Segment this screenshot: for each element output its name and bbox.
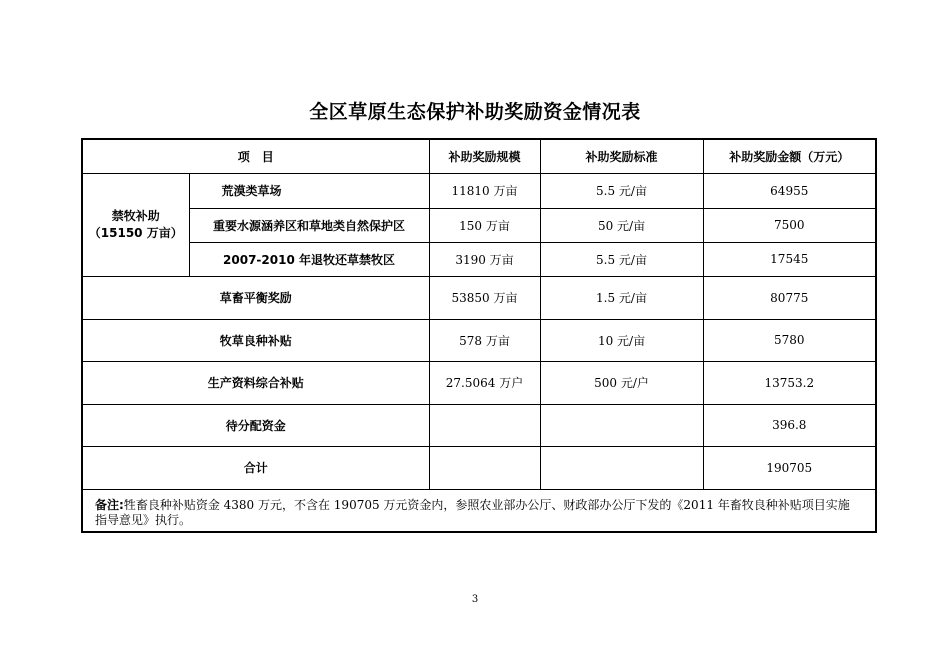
note-label: 备注: (95, 497, 124, 512)
note-cell (82, 489, 876, 532)
table-row (82, 361, 876, 404)
row-scale: 53850 万亩 (429, 276, 540, 319)
header-amount: 补助奖励金额（万元） (703, 139, 876, 173)
row-scale: 578 万亩 (429, 319, 540, 361)
row-amount: 5780 (703, 319, 876, 361)
table-row (82, 404, 876, 446)
grazing-ban-label: 禁牧补助 (111, 208, 160, 223)
table-header-row (82, 139, 876, 173)
table-row (82, 173, 876, 208)
page-number: 3 (471, 594, 479, 605)
row-amount: 7500 (703, 208, 876, 242)
grazing-ban-area: （15150 万亩） (88, 225, 183, 240)
row-name: 合计 (82, 446, 429, 489)
row-standard: 5.5 元/亩 (540, 173, 703, 208)
row-standard: 500 元/户 (540, 361, 703, 404)
row-name: 待分配资金 (82, 404, 429, 446)
table-row (82, 242, 876, 276)
note-row (82, 489, 876, 532)
row-name: 2007-2010 年退牧还草禁牧区 (189, 242, 429, 276)
row-amount: 17545 (703, 242, 876, 276)
row-amount: 190705 (703, 446, 876, 489)
row-standard (540, 404, 703, 446)
row-amount: 64955 (703, 173, 876, 208)
row-name: 草畜平衡奖励 (82, 276, 429, 319)
grazing-ban-group-label (82, 173, 189, 276)
header-scale: 补助奖励规模 (429, 139, 540, 173)
row-amount: 13753.2 (703, 361, 876, 404)
row-scale: 3190 万亩 (429, 242, 540, 276)
row-scale (429, 404, 540, 446)
row-name: 荒漠类草场 (189, 173, 429, 208)
row-scale (429, 446, 540, 489)
table-row (82, 276, 876, 319)
header-item: 项 目 (82, 139, 429, 173)
header-standard: 补助奖励标准 (540, 139, 703, 173)
table-row (82, 446, 876, 489)
row-standard: 50 元/亩 (540, 208, 703, 242)
row-scale: 27.5064 万户 (429, 361, 540, 404)
row-scale: 150 万亩 (429, 208, 540, 242)
table-row (82, 319, 876, 361)
note-text: 牲畜良种补贴资金 4380 万元，不含在 190705 万元资金内，参照农业部办公厅、财政部办公厅下发的《2011 年畜牧良种补贴项目实施指导意见》执行。 (95, 497, 850, 527)
document-title: 全区草原生态保护补助奖励资金情况表 (309, 101, 641, 123)
subsidy-table (81, 138, 877, 533)
row-standard: 1.5 元/亩 (540, 276, 703, 319)
row-name: 重要水源涵养区和草地类自然保护区 (189, 208, 429, 242)
row-amount: 80775 (703, 276, 876, 319)
row-name: 生产资料综合补贴 (82, 361, 429, 404)
row-amount: 396.8 (703, 404, 876, 446)
row-standard: 10 元/亩 (540, 319, 703, 361)
row-standard: 5.5 元/亩 (540, 242, 703, 276)
row-scale: 11810 万亩 (429, 173, 540, 208)
table-row (82, 208, 876, 242)
row-name: 牧草良种补贴 (82, 319, 429, 361)
row-standard (540, 446, 703, 489)
